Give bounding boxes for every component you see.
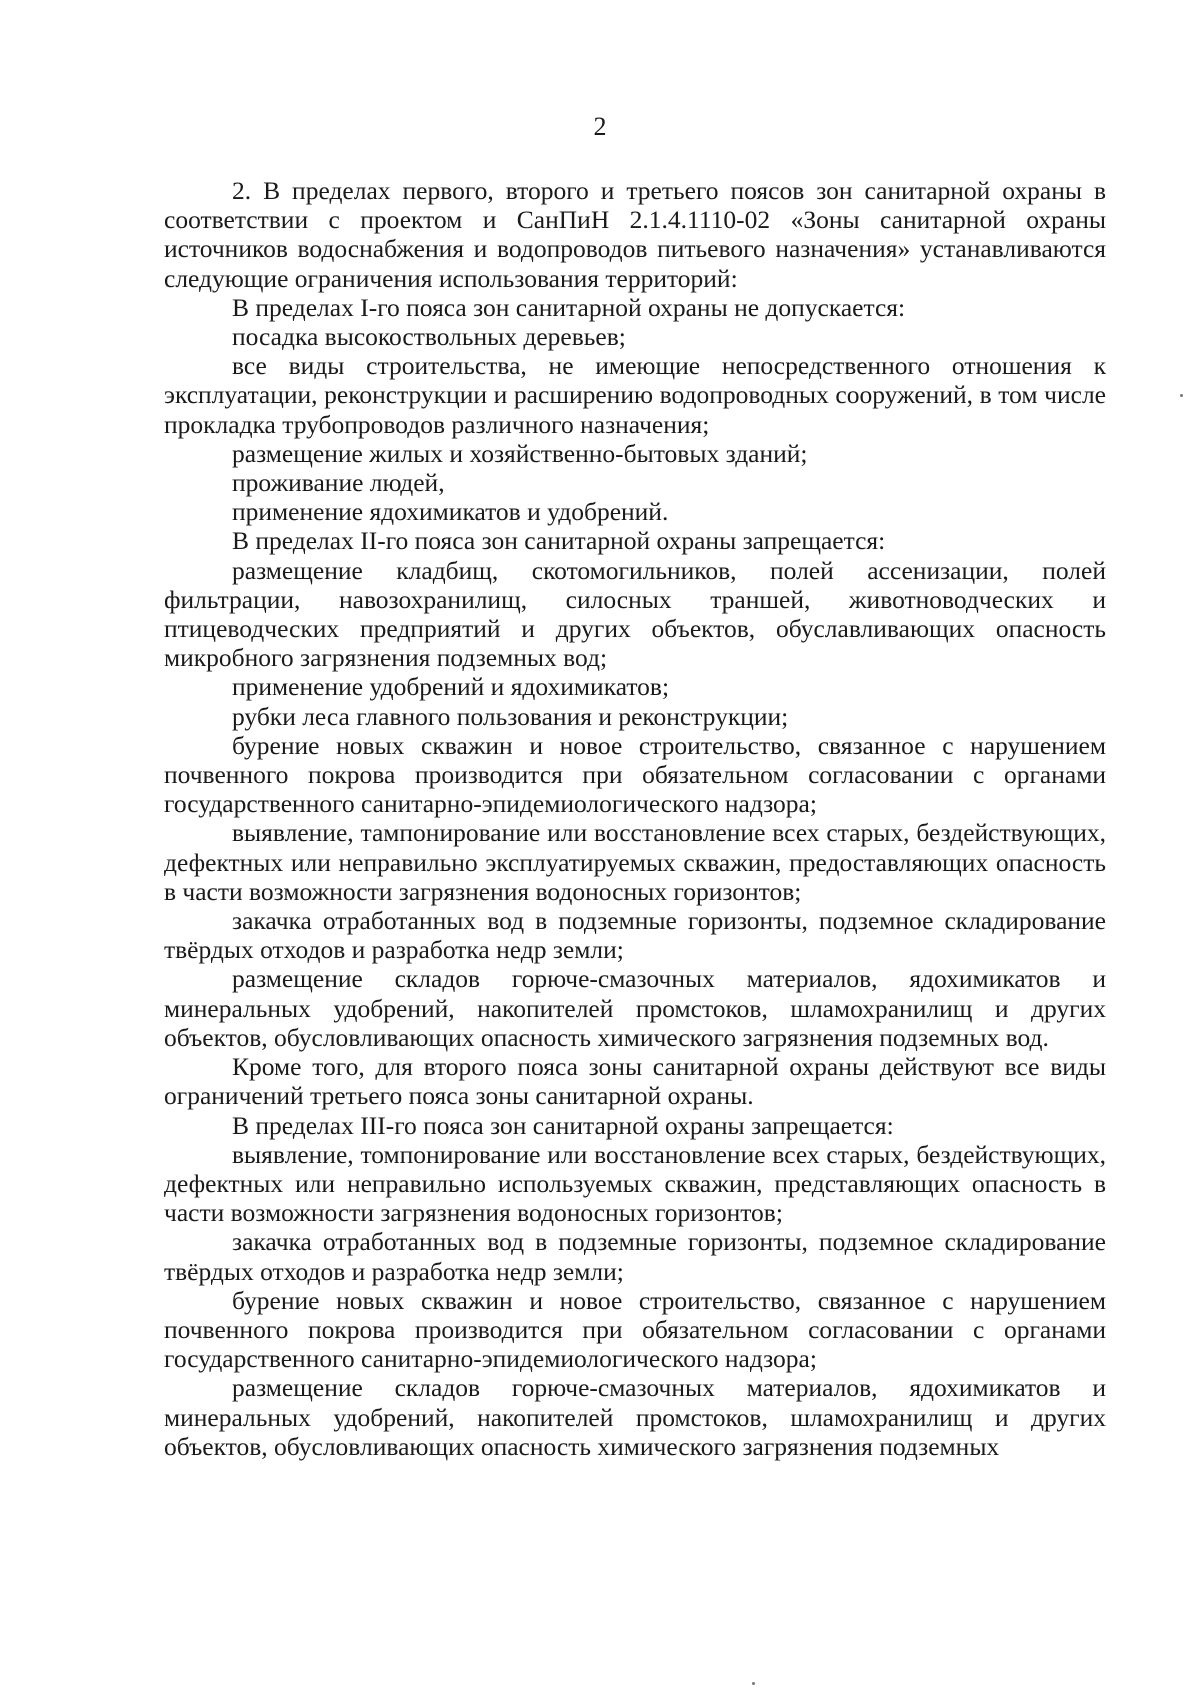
list-item: рубки леса главного пользования и реконструкции; xyxy=(232,701,789,731)
document-body xyxy=(164,176,1106,1461)
list-item: размещение кладбищ, скотомогильников, полей ассенизации, полей фильтрации, навозохранилищ, силосных траншей, животноводческих и птицеводческих предприятий и других объектов, обуславливающих опасность микробного загрязнения подземных вод; xyxy=(164,555,1106,673)
list-item: проживание людей, xyxy=(232,468,445,498)
page-number: 2 xyxy=(593,112,607,141)
paragraph-zone3-heading: В пределах III-го пояса зон санитарной охраны запрещается: xyxy=(232,1110,894,1140)
scan-speck xyxy=(1180,394,1183,397)
paragraph-zone2-note: Кроме того, для второго пояса зоны санитарной охраны действуют все виды ограничений третьего пояса зоны санитарной охраны. xyxy=(164,1052,1106,1111)
list-item: бурение новых скважин и новое строительство, связанное с нарушением почвенного покрова производится при обязательном согласовании с органами государственного санитарно-эпидемиологического надзора; xyxy=(164,1285,1106,1374)
list-item: все виды строительства, не имеющие непосредственного отношения к эксплуатации, реконструкции и расширению водопроводных сооружений, в том числе прокладка трубопроводов различного назначения; xyxy=(164,351,1106,439)
paragraph-intro: 2. В пределах первого, второго и третьего поясов зон санитарной охраны в соответствии с проектом и СанПиН 2.1.4.1110-02 «Зоны санитарной охраны источников водоснабжения и водопроводов питьевого назначения» устанавливаются следующие ограничения использования территорий: xyxy=(164,176,1106,293)
list-item: закачка отработанных вод в подземные горизонты, подземное складирование твёрдых отходов и разработка недр земли; xyxy=(164,906,1106,965)
paragraph-zone1-heading: В пределах I-го пояса зон санитарной охраны не допускается: xyxy=(232,292,906,322)
list-item: размещение складов горюче-смазочных материалов, ядохимикатов и минеральных удобрений, накопителей промстоков, шламохранилищ и других объектов, обусловливающих опасность химического загрязнения подземных xyxy=(164,1373,1106,1461)
paragraph-zone2-heading: В пределах II-го пояса зон санитарной охраны запрещается: xyxy=(232,526,886,556)
list-item: закачка отработанных вод в подземные горизонты, подземное складирование твёрдых отходов и разработка недр земли; xyxy=(164,1227,1106,1286)
list-item: размещение жилых и хозяйственно-бытовых зданий; xyxy=(232,438,808,468)
list-item: размещение складов горюче-смазочных материалов, ядохимикатов и минеральных удобрений, накопителей промстоков, шламохранилищ и других объектов, обусловливающих опасность химического загрязнения подземных вод. xyxy=(164,964,1106,1052)
list-item: посадка высокоствольных деревьев; xyxy=(232,322,626,352)
list-item: бурение новых скважин и новое строительство, связанное с нарушением почвенного покрова производится при обязательном согласовании с органами государственного санитарно-эпидемиологического надзора; xyxy=(164,730,1106,819)
scan-speck xyxy=(752,1682,755,1685)
list-item: применение удобрений и ядохимикатов; xyxy=(232,672,670,702)
list-item: выявление, томпонирование или восстановление всех старых, бездействующих, дефектных или неправильно используемых скважин, представляющих опасность в части возможности загрязнения водоносных горизонтов; xyxy=(164,1139,1106,1228)
list-item: применение ядохимикатов и удобрений. xyxy=(232,497,669,527)
list-item: выявление, тампонирование или восстановление всех старых, бездействующих, дефектных или неправильно эксплуатируемых скважин, предоставляющих опасность в части возможности загрязнения водоносных горизонтов; xyxy=(164,818,1106,906)
